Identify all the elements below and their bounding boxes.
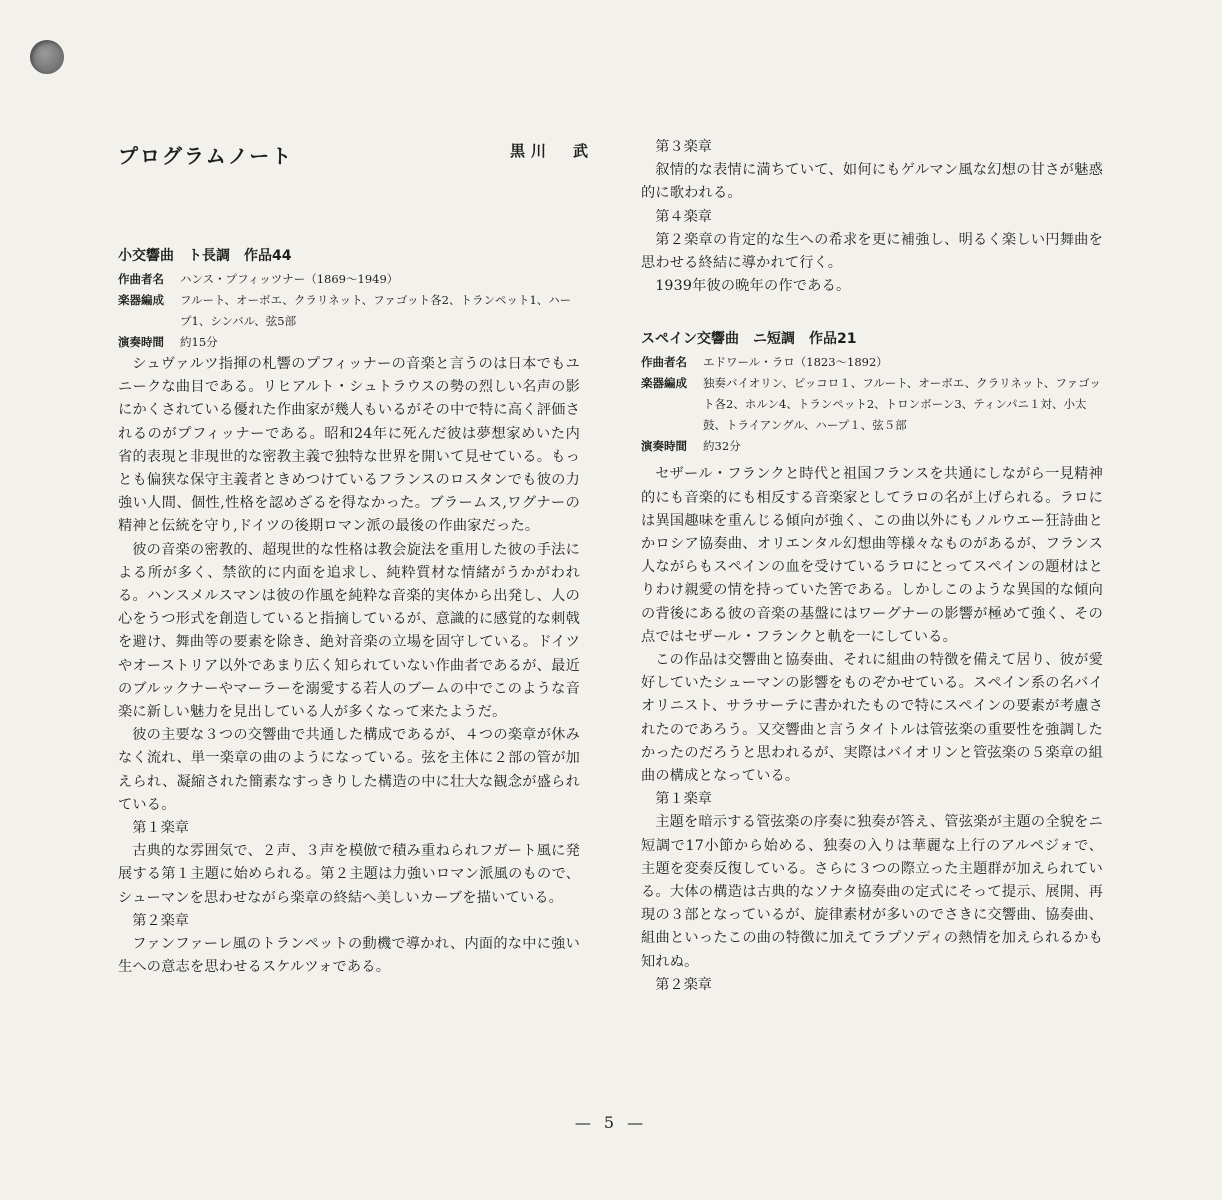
meta-value: エドワール・ラロ（1823～1892） [703, 355, 888, 370]
movement-heading: 第１楽章 [655, 791, 712, 808]
meta-row [118, 290, 580, 332]
meta-key: 楽器編成 [118, 293, 164, 307]
binder-hole [30, 40, 64, 74]
meta-value: フルート、オーボエ、クラリネット、ファゴット各2、トランペット1、ハープ1、シンバル、弦5部 [180, 293, 572, 328]
meta-row [641, 436, 1103, 457]
paragraph: 彼の主要な３つの交響曲で共通した構成であるが、４つの楽章が休みなく流れ、単一楽章の曲のようになっている。弦を主体に２部の管が加えられ、凝縮された簡素なすっきりした構造の中に壮大な観念が盛られている。 [118, 727, 580, 813]
meta-value: 約15分 [180, 335, 218, 349]
paragraph: 彼の音楽の密教的、超現世的な性格は教会旋法を重用した彼の手法による所が多く、禁欲的に内面を追求し、純粋質材な情緒がうかがわれる。ハンスメルスマンは彼の作風を純粋な音楽的実体から出発し、人の心をうつ形式を創造していると指摘しているが、意識的に感覚的な刺戟を避け、舞曲等の要素を除き、絶対音楽の立場を固守している。ドイツやオーストリア以外であまり広く知られていない作曲者であるが、最近のブルックナーやマーラーを溺愛する若人のブームの中でこのような音楽に新しい魅力を見出している人が多くなって来たようだ。 [118, 541, 580, 721]
piece-meta [641, 352, 1103, 457]
right-column [641, 136, 1103, 997]
paragraph: 主題を暗示する管弦楽の序奏に独奏が答え、管弦楽が主題の全貌をニ短調で17小節から始める、独奏の入りは華麗な上行のアルペジォで、主題を変奏反復している。さらに３つの際立った主題群が加えられている。大体の構造は古典的なソナタ協奏曲の定式にそって提示、展開、再現の３部となっているが、旋律素材が多いのでさきに交響曲、協奏曲、組曲といったこの曲の特徴に加えてラプソディの熱情を加えられるかも知れぬ。 [641, 814, 1103, 970]
movement-heading: 第２楽章 [132, 912, 189, 929]
paragraph: 叙情的な表情に満ちていて、如何にもゲルマン風な幻想の甘さが魅惑的に歌われる。 [641, 162, 1103, 202]
author-name: 黒川 武 [510, 142, 595, 160]
movement-heading: 第４楽章 [655, 208, 712, 225]
paragraph: セザール・フランクと時代と祖国フランスを共通にしながら一見精神的にも音楽的にも相反する音楽家としてラロの名が上げられる。ラロには異国趣味を重んじる傾向が強く、この曲以外にもノルウエー狂詩曲とかロシア協奏曲、オリエンタル幻想曲等様々なものがあるが、フランス人ながらもスペインの血を受けているラロにとってスペインの題材はとりわけ親愛の情を持っていた筈である。しかしこのような異国的な傾向の背後にある彼の音楽の基盤にはワーグナーの影響が極めて強く、その点ではセザール・フランクと軌を一にしている。 [641, 466, 1103, 645]
paragraph: 古典的な雰囲気で、２声、３声を模倣で積み重ねられフガート風に発展する第１主題に始められる。第２主題は力強いロマン派風のもので、シューマンを思わせながら楽章の終結へ美しいカーブを描いている。 [118, 843, 580, 906]
meta-key: 作曲者名 [641, 355, 687, 370]
meta-key: 演奏時間 [641, 439, 687, 454]
paragraph: ファンファーレ風のトランペットの動機で導かれ、内面的な中に強い生への意志を思わせるスケルツォである。 [118, 936, 580, 976]
paragraph: この作品は交響曲と協奏曲、それに組曲の特徴を備えて居り、彼が愛好していたシューマンの影響をものぞかせている。スペイン系の名バイオリニスト、サラサーテに書かれたもので特にスペインの要素が考慮されたのであろう。又交響曲と言うタイトルは管弦楽の重要性を強調したかったのだろうと思われるが、実際はバイオリンと管弦楽の５楽章の組曲の構成となっている。 [641, 652, 1103, 785]
page-title: プログラムノート [118, 144, 294, 168]
movement-heading: 第２楽章 [655, 976, 712, 993]
piece-meta [118, 269, 580, 353]
paragraph: シュヴァルツ指揮の札響のプフィッナーの音楽と言うのは日本でもユニークな曲目である。リヒアルト・シュトラウスの勢の烈しい名声の影にかくされている優れた作曲家が幾人もいるがその中で特に高く評価されるのがプフィッナーである。昭和24年に死んだ彼は夢想家めいた内省的表現と非現世的な密教主義で独特な世界を開いて見せている。もっとも偏狭な保守主義者ときめつけているフランスのロスタンでも彼の力強い人間、個性,性格を認めざるを得なかった。ブラームス,ワグナーの精神と伝統を守り,ドイツの後期ロマン派の最後の作曲家だった。 [118, 356, 580, 535]
movement-heading: 第３楽章 [655, 139, 712, 155]
meta-row [118, 269, 580, 290]
meta-value: ハンス・プフィッツナー（1869～1949） [180, 272, 399, 286]
meta-row [118, 332, 580, 353]
piece-title-lalo: スペイン交響曲 ニ短調 作品21 [641, 331, 857, 348]
meta-row [641, 352, 1103, 373]
meta-value: 約32分 [703, 439, 741, 454]
meta-row [641, 373, 1103, 436]
left-column [118, 130, 580, 979]
meta-key: 楽器編成 [641, 376, 687, 391]
paragraph: 1939年彼の晩年の作である。 [655, 278, 851, 295]
page-number: — 5 — [574, 1113, 648, 1132]
paragraph: 第２楽章の肯定的な生への希求を更に補強し、明るく楽しい円舞曲を思わせる終結に導かれて行く。 [641, 231, 1103, 272]
meta-value: 独奏バイオリン、ピッコロ１、フルート、オーボエ、クラリネット、ファゴット各2、ホルン4、トランペット2、トロンボーン3、ティンパニ１対、小太鼓、トライアングル、ハープ１、弦５部 [703, 376, 1101, 433]
movement-heading: 第１楽章 [132, 820, 189, 837]
piece-title-pfitzner: 小交響曲 ト長調 作品44 [118, 248, 292, 264]
meta-key: 演奏時間 [118, 335, 164, 349]
meta-key: 作曲者名 [118, 272, 164, 286]
